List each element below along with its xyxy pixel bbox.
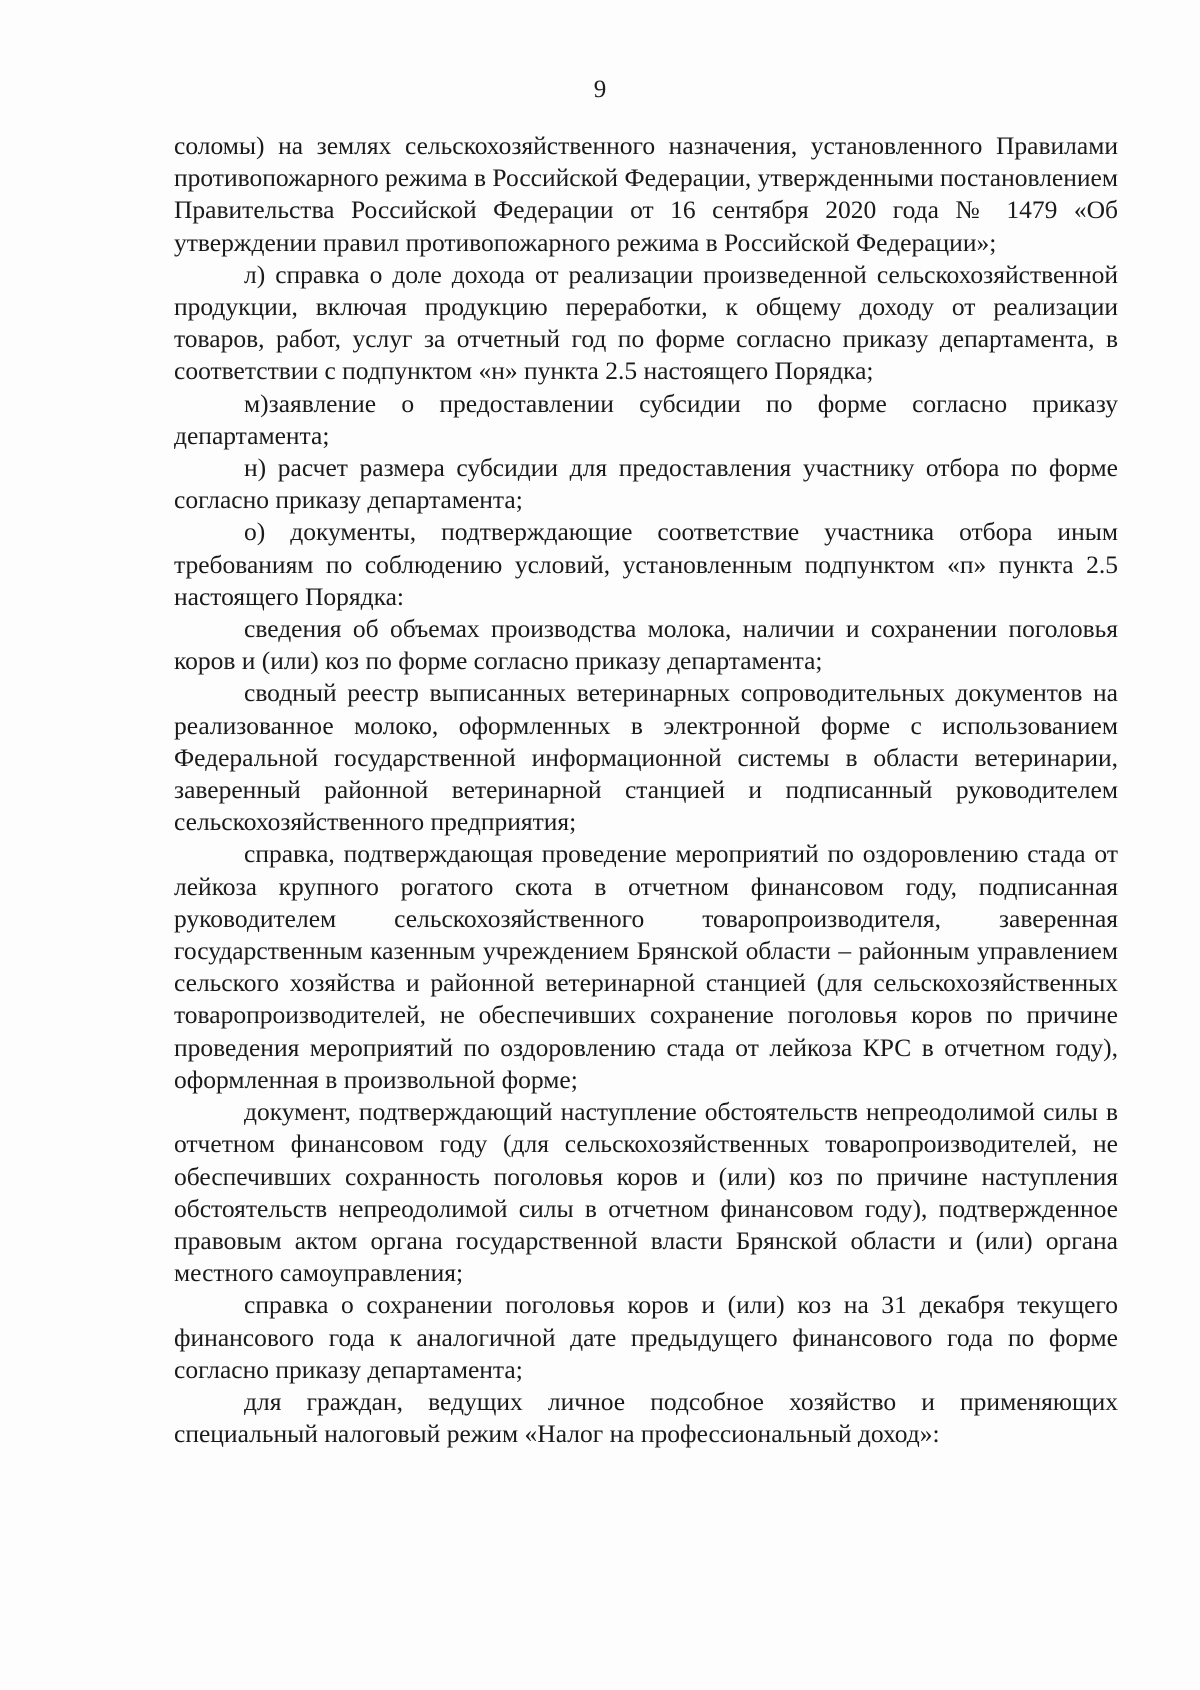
paragraph-continuation: соломы) на землях сельскохозяйственного назначения, установленного Правилами противопожарного режима в Российской Федерации, утвержденными постановлением Правительства Российской Федерации от 16 сентября 2020 года № 1479 «Об утверждении правил противопожарного режима в Российской Федерации»; bbox=[174, 131, 1118, 257]
paragraph-item-o: о) документы, подтверждающие соответствие участника отбора иным требованиям по соблюдению условий, установленным подпунктом «п» пункта 2.5 настоящего Порядка: bbox=[174, 517, 1118, 611]
paragraph-item-n: н) расчет размера субсидии для предоставления участнику отбора по форме согласно приказу департамента; bbox=[174, 453, 1118, 515]
paragraph-milk-production-info: сведения об объемах производства молока, наличии и сохранении поголовья коров и (или) коз по форме согласно приказу департамента; bbox=[174, 614, 1118, 676]
paragraph-livestock-preservation: справка о сохранении поголовья коров и (или) коз на 31 декабря текущего финансового года к аналогичной дате предыдущего финансового года по форме согласно приказу департамента; bbox=[174, 1290, 1118, 1384]
body-text bbox=[174, 130, 1118, 1450]
paragraph-item-l: л) справка о доле дохода от реализации произведенной сельскохозяйственной продукции, включая продукцию переработки, к общему доходу от реализации товаров, работ, услуг за отчетный год по форме согласно приказу департамента, в соответствии с подпунктом «н» пункта 2.5 настоящего Порядка; bbox=[174, 259, 1118, 386]
paragraph-force-majeure-document: документ, подтверждающий наступление обстоятельств непреодолимой силы в отчетном финансовом году (для сельскохозяйственных товаропроизводителей, не обеспечивших сохранность поголовья коров и (или) коз по причине наступления обстоятельств непреодолимой силы в отчетном финансовом году), подтвержденное правовым актом органа государственной власти Брянской области и (или) органа местного самоуправления; bbox=[174, 1097, 1118, 1288]
page-number: 9 bbox=[593, 76, 607, 103]
paragraph-leukosis-certificate: справка, подтверждающая проведение мероприятий по оздоровлению стада от лейкоза крупного рогатого скота в отчетном финансовом году, подписанная руководителем сельскохозяйственного товаропроизводителя, заверенная государственным казенным учреждением Брянской области – районным управлением сельского хозяйства и районной ветеринарной станцией (для сельскохозяйственных товаропроизводителей, не обеспечивших сохранение поголовья коров по причине проведения мероприятий по оздоровлению стада от лейкоза КРС в отчетном году), оформленная в произвольной форме; bbox=[174, 839, 1118, 1094]
paragraph-private-farm-citizens: для граждан, ведущих личное подсобное хозяйство и применяющих специальный налоговый режим «Налог на профессиональный доход»: bbox=[174, 1386, 1118, 1449]
paragraph-item-m: м)заявление о предоставлении субсидии по форме согласно приказу департамента; bbox=[174, 388, 1118, 450]
paragraph-vet-registry: сводный реестр выписанных ветеринарных сопроводительных документов на реализованное молоко, оформленных в электронной форме с использованием Федеральной государственной информационной системы в области ветеринарии, заверенный районной ветеринарной станцией и подписанный руководителем сельскохозяйственного предприятия; bbox=[174, 678, 1118, 837]
